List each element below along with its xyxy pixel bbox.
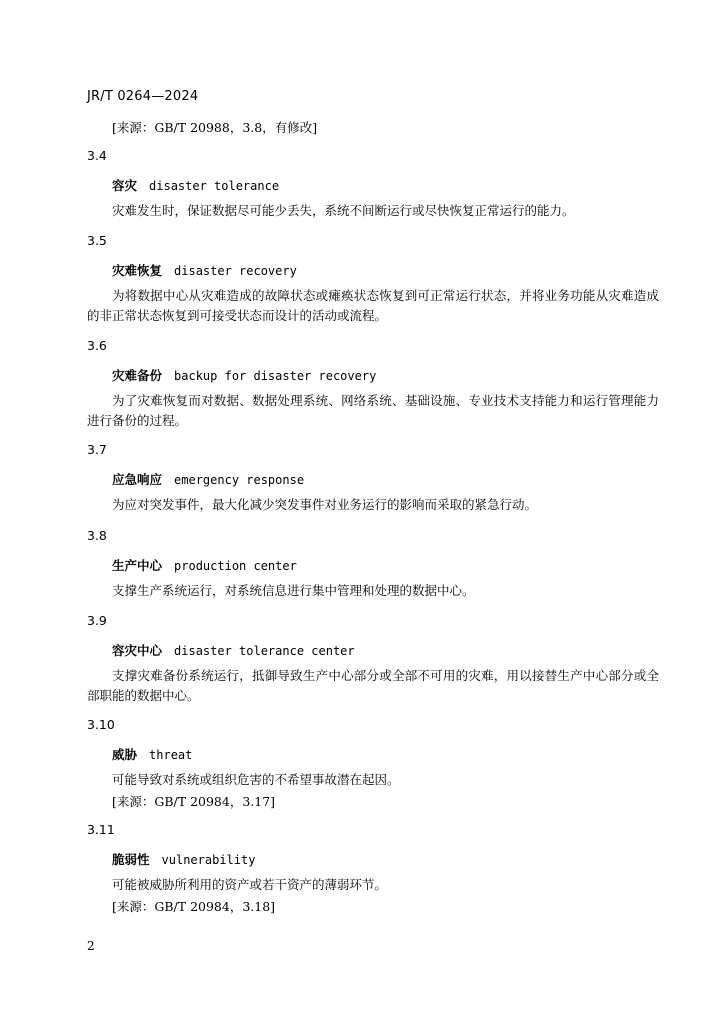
entry-term xyxy=(112,745,192,763)
entry-definition: 支撑生产系统运行，对系统信息进行集中管理和处理的数据中心。 xyxy=(112,583,475,598)
entry-term xyxy=(112,261,297,279)
standard-code: JR/T 0264—2024 xyxy=(87,89,199,104)
entry-number: 3.11 xyxy=(87,822,115,837)
term-zh: 灾难恢复 xyxy=(112,263,163,278)
term-en: backup for disaster recovery xyxy=(174,369,377,383)
page-number: 2 xyxy=(87,939,95,953)
entry-definition: 为应对突发事件，最大化减少突发事件对业务运行的影响而采取的紧急行动。 xyxy=(112,497,538,512)
term-en: disaster tolerance center xyxy=(174,644,355,658)
entry-term xyxy=(112,641,355,659)
entry-term xyxy=(112,850,255,868)
entry-definition: 为了灾难恢复而对数据、数据处理系统、网络系统、基础设施、专业技术支持能力和运行管理能力进行备份的过程。 xyxy=(87,393,659,428)
term-en: vulnerability xyxy=(161,853,256,867)
term-zh: 生产中心 xyxy=(112,558,163,573)
entry-source: [来源：GB/T 20984，3.18] xyxy=(112,899,276,914)
entry-number: 3.9 xyxy=(87,613,107,628)
entry-definition: 为将数据中心从灾难造成的故障状态或瘫痪状态恢复到可正常运行状态，并将业务功能从灾难造成的非正常状态恢复到可接受状态而设计的活动或流程。 xyxy=(87,288,659,323)
term-en: production center xyxy=(174,559,297,573)
entry-term xyxy=(112,470,304,488)
entry-number: 3.4 xyxy=(87,148,107,163)
entry-term xyxy=(112,366,376,384)
term-en: emergency response xyxy=(174,473,305,487)
entry-term xyxy=(112,556,297,574)
term-zh: 容灾中心 xyxy=(112,643,163,658)
term-en: disaster recovery xyxy=(174,264,297,278)
top-source-reference: [来源：GB/T 20988，3.8，有修改] xyxy=(112,120,318,135)
entry-number: 3.8 xyxy=(87,528,107,543)
entry-number: 3.5 xyxy=(87,233,107,248)
term-zh: 应急响应 xyxy=(112,472,163,487)
term-zh: 容灾 xyxy=(112,178,138,193)
entry-definition: 灾难发生时，保证数据尽可能少丢失，系统不间断运行或尽快恢复正常运行的能力。 xyxy=(112,203,575,218)
entry-number: 3.6 xyxy=(87,338,107,353)
entry-term xyxy=(112,176,279,194)
entry-source: [来源：GB/T 20984，3.17] xyxy=(112,794,276,809)
entry-definition: 支撑灾难备份系统运行，抵御导致生产中心部分或全部不可用的灾难，用以接替生产中心部分或全部职能的数据中心。 xyxy=(87,668,659,703)
term-en: threat xyxy=(149,748,193,762)
term-zh: 灾难备份 xyxy=(112,368,163,383)
term-zh: 脆弱性 xyxy=(112,852,150,867)
term-en: disaster tolerance xyxy=(149,179,280,193)
entry-number: 3.10 xyxy=(87,717,115,732)
entry-definition: 可能导致对系统或组织危害的不希望事故潜在起因。 xyxy=(112,772,400,787)
entry-number: 3.7 xyxy=(87,442,107,457)
term-zh: 威胁 xyxy=(112,747,138,762)
entry-definition: 可能被威胁所利用的资产或若干资产的薄弱环节。 xyxy=(112,877,388,892)
